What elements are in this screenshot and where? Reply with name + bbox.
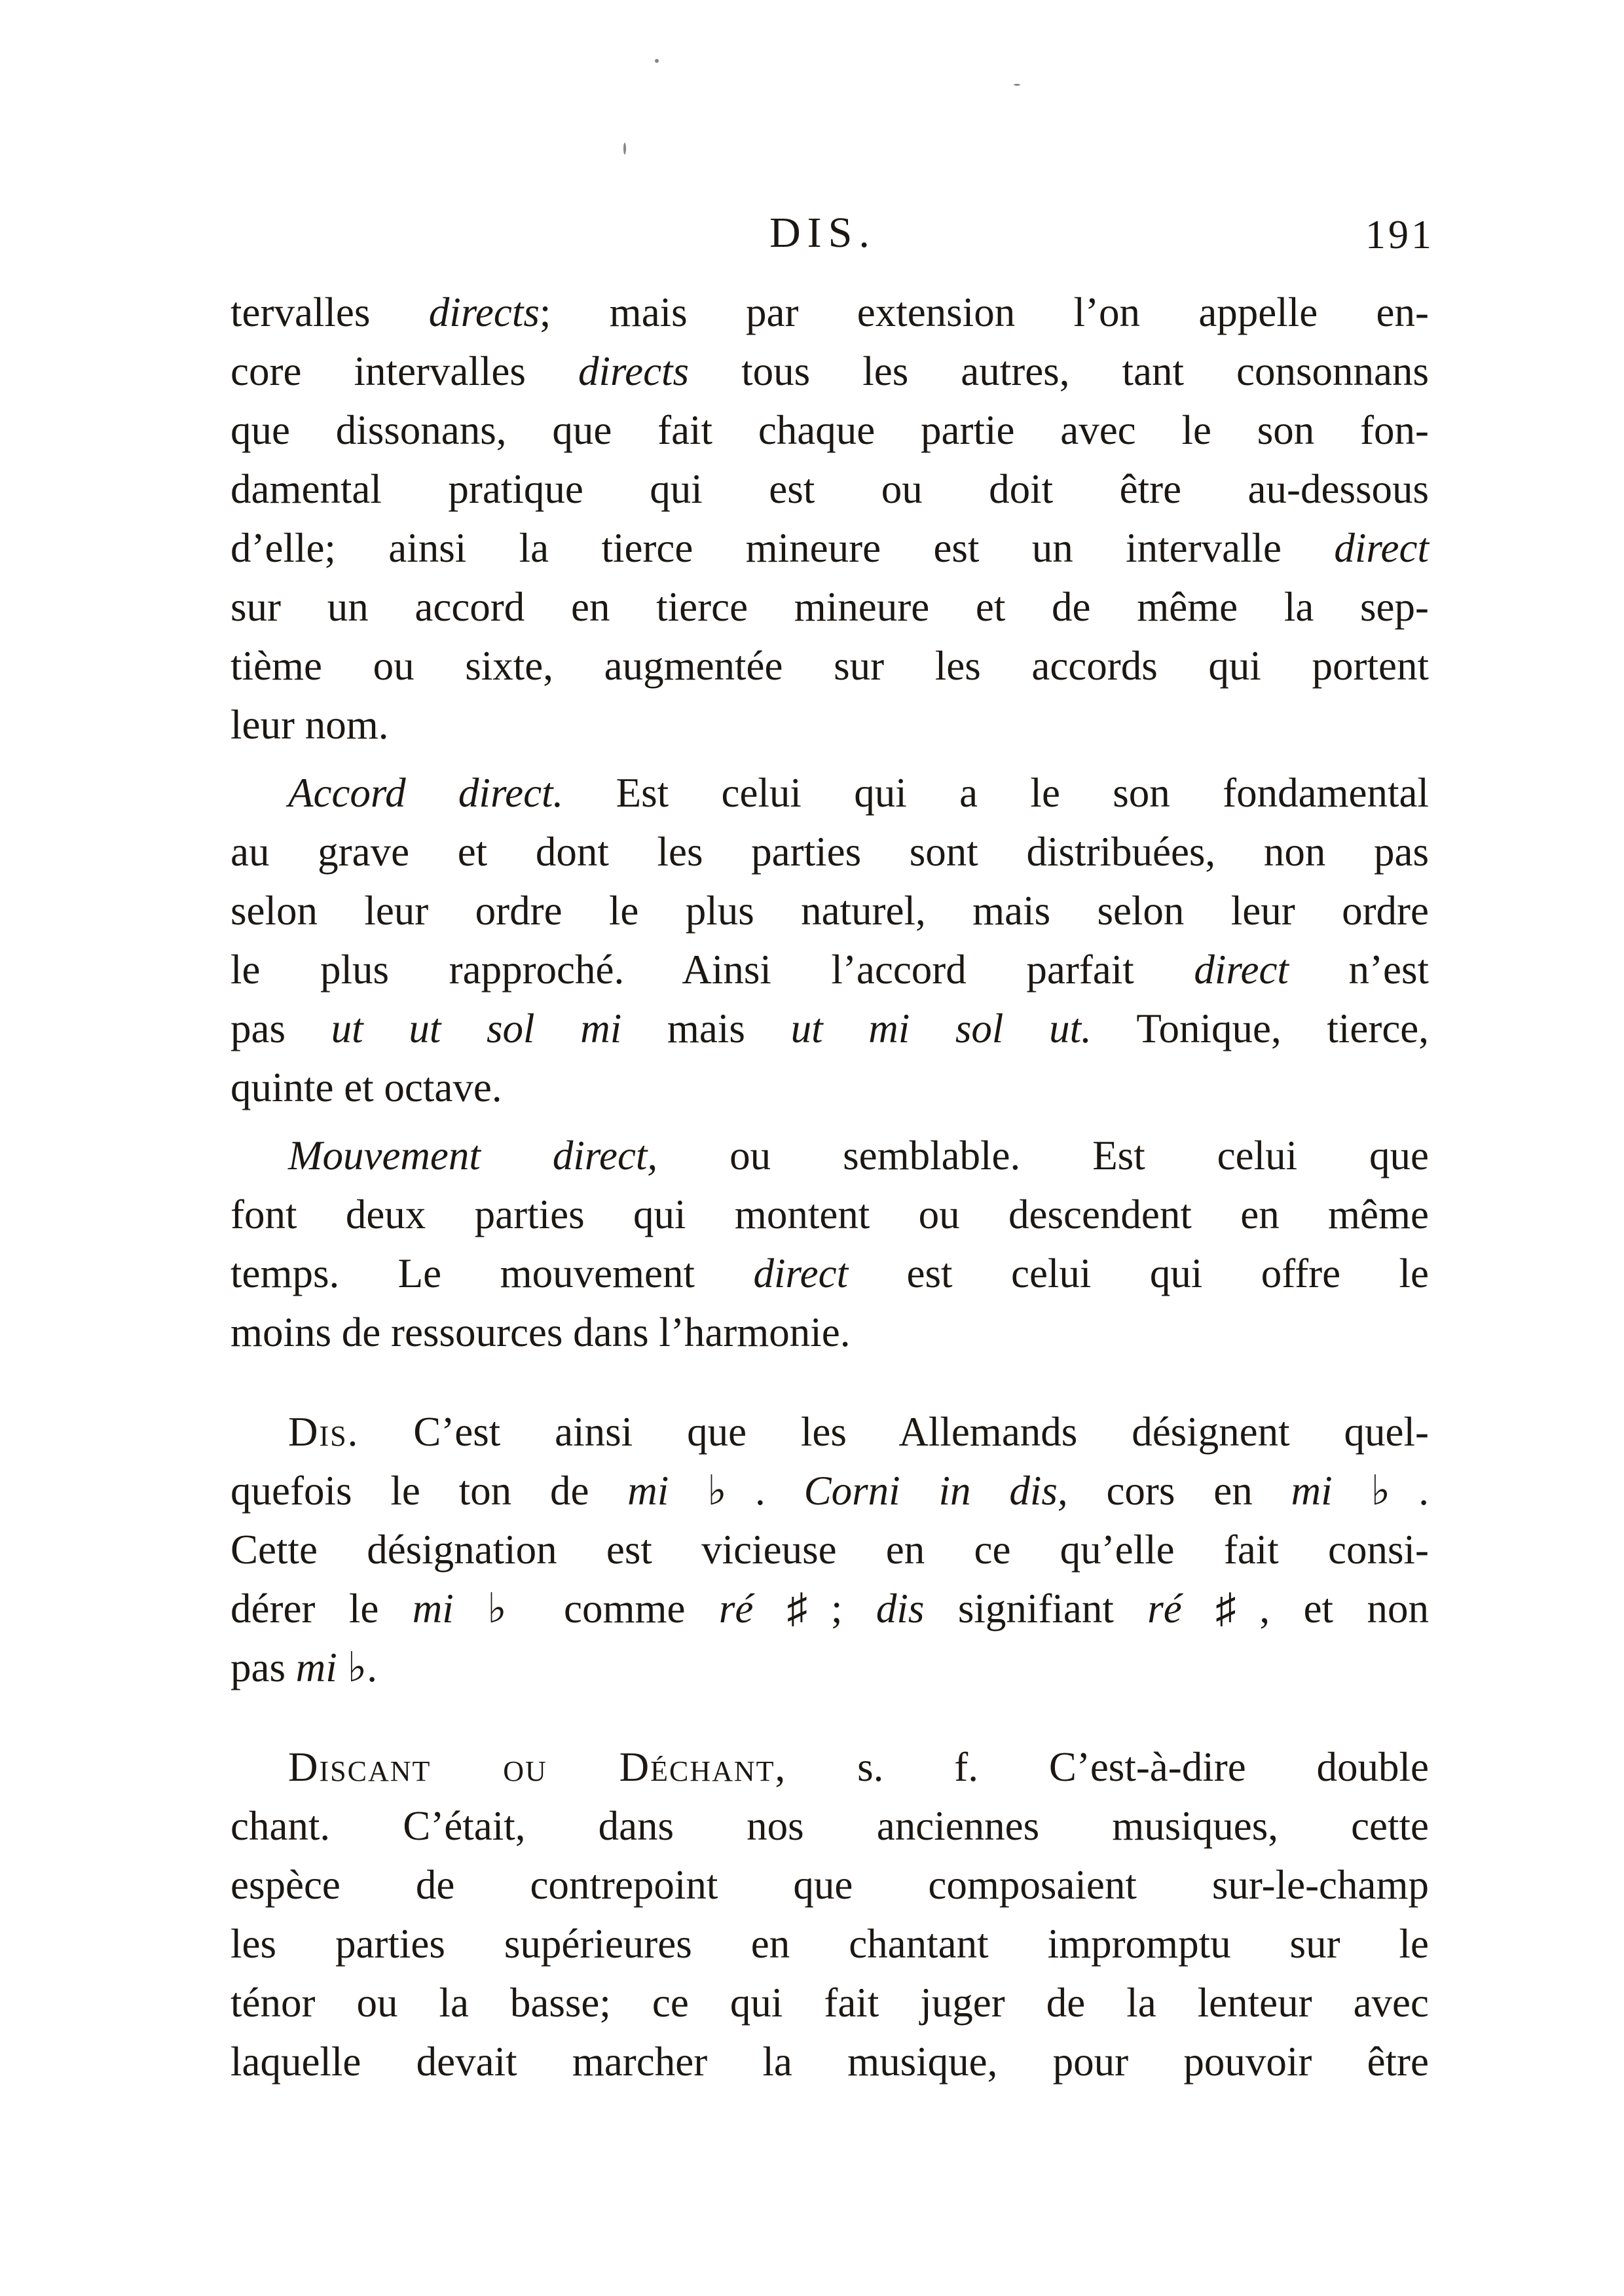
text-line	[231, 1638, 1429, 1697]
text-run: Est celui qui a le son fondamental	[563, 770, 1429, 816]
italic-term: Mouvement direct,	[288, 1133, 658, 1178]
text-run: espèce de contrepoint que composaient sur-le-champ	[231, 1862, 1429, 1908]
italic-term: ut mi sol ut.	[790, 1006, 1092, 1051]
text-line	[231, 1520, 1429, 1579]
text-line	[231, 460, 1429, 519]
text-line	[231, 940, 1429, 999]
text-run: selon leur ordre le plus naturel, mais selon leur ordre	[231, 888, 1429, 934]
text-run: moins de ressources dans l’harmonie.	[231, 1309, 851, 1355]
text-run: ou semblable. Est celui que	[657, 1133, 1430, 1178]
text-line	[231, 1796, 1429, 1855]
text-run: sur un accord en tierce mineure et de même la sep-	[231, 584, 1429, 630]
text-line	[231, 1855, 1429, 1914]
page-number: 191	[1365, 213, 1434, 257]
italic-term: direct	[1194, 947, 1289, 993]
text-run: chant. C’était, dans nos anciennes musiques, cette	[231, 1803, 1429, 1849]
text-line	[231, 822, 1429, 881]
text-run: ténor ou la basse; ce qui fait juger de la lenteur avec	[231, 1980, 1429, 2026]
italic-term: direct	[753, 1250, 849, 1296]
text-run: leur nom.	[231, 702, 389, 748]
text-run: Cette désignation est vicieuse en ce qu’elle fait consi-	[231, 1527, 1429, 1573]
text-line	[231, 283, 1429, 342]
paragraph-gap	[231, 1697, 1429, 1738]
text-run: ♯;	[753, 1586, 876, 1631]
paragraph-gap	[231, 754, 1429, 763]
text-run: ♭.	[669, 1468, 804, 1514]
text-run: d’elle; ainsi la tierce mineure est un intervalle	[231, 525, 1335, 571]
text-run: n’est	[1288, 947, 1429, 993]
text-line	[231, 1303, 1429, 1362]
italic-term: mi	[1291, 1468, 1333, 1514]
text-run: laquelle devait marcher la musique, pour pouvoir être	[231, 2039, 1429, 2085]
text-line	[231, 1126, 1429, 1185]
italic-term: mi	[295, 1645, 337, 1690]
italic-term: dis	[876, 1586, 925, 1631]
text-run: damental pratique qui est ou doit être au-dessous	[231, 466, 1429, 512]
entry-headword: Dis.	[288, 1409, 360, 1455]
text-run: ♭.	[337, 1645, 377, 1690]
text-run: ♯, et non	[1181, 1586, 1429, 1631]
text-run: tous les autres, tant consonnans	[689, 348, 1429, 394]
text-line	[231, 2032, 1429, 2091]
text-line	[231, 1058, 1429, 1117]
italic-term: Corni in dis,	[803, 1468, 1068, 1514]
text-run: C’est ainsi que les Allemands désignent quel-	[359, 1409, 1429, 1455]
text-run: les parties supérieures en chantant impromptu sur le	[231, 1921, 1429, 1967]
italic-term: direct	[1334, 525, 1429, 571]
text-run: signifiant	[924, 1586, 1148, 1631]
paragraph-gap	[231, 1362, 1429, 1402]
text-line	[231, 636, 1429, 695]
italic-term: mi	[627, 1468, 669, 1514]
text-line	[231, 695, 1429, 754]
text-run: dérer le	[231, 1586, 413, 1631]
text-run: ♭ comme	[453, 1586, 719, 1631]
text-run: quinte et octave.	[231, 1065, 502, 1110]
page-header	[236, 208, 1434, 267]
italic-term: ut ut sol mi	[331, 1006, 622, 1051]
text-run: Tonique, tierce,	[1091, 1006, 1430, 1051]
text-run: que dissonans, que fait chaque partie avec le son fon-	[231, 407, 1429, 453]
text-line	[231, 401, 1429, 460]
text-run: le plus rapproché. Ainsi l’accord parfait	[231, 947, 1194, 993]
text-run: ♭.	[1332, 1468, 1430, 1514]
text-run: tième ou sixte, augmentée sur les accords qui portent	[231, 643, 1429, 689]
paragraph-gap	[231, 1117, 1429, 1126]
text-line	[231, 1244, 1429, 1303]
text-run: temps. Le mouvement	[231, 1250, 754, 1296]
text-line	[231, 1185, 1429, 1244]
text-run: pas	[231, 1006, 331, 1051]
text-run: mais	[621, 1006, 791, 1051]
text-line	[231, 763, 1429, 822]
italic-term: Accord direct.	[288, 770, 564, 816]
text-line	[231, 1579, 1429, 1638]
paper-speck	[623, 143, 626, 155]
italic-term: directs	[428, 289, 540, 335]
text-run: est celui qui offre le	[848, 1250, 1429, 1296]
text-run: au grave et dont les parties sont distribuées, non pas	[231, 829, 1429, 875]
text-run: cors en	[1067, 1468, 1291, 1514]
text-run: tervalles	[231, 289, 429, 335]
text-run: pas	[231, 1645, 296, 1690]
text-run: quefois le ton de	[231, 1468, 628, 1514]
italic-term: ré	[1147, 1586, 1182, 1631]
body-text	[231, 283, 1429, 2091]
running-head: DIS.	[769, 209, 876, 257]
text-line	[231, 881, 1429, 940]
text-run: s. f. C’est-à-dire double	[786, 1744, 1429, 1790]
text-line	[231, 1973, 1429, 2032]
entry-headword: Discant ou Déchant,	[288, 1744, 787, 1790]
italic-term: directs	[578, 348, 690, 394]
text-line	[231, 1738, 1429, 1796]
text-run: font deux parties qui montent ou descendent en même	[231, 1192, 1429, 1237]
text-line	[231, 342, 1429, 401]
text-line	[231, 1461, 1429, 1520]
text-run: ; mais par extension l’on appelle en-	[539, 289, 1429, 335]
text-line	[231, 1402, 1429, 1461]
text-line	[231, 999, 1429, 1058]
text-line	[231, 1914, 1429, 1973]
text-line	[231, 577, 1429, 636]
italic-term: ré	[718, 1586, 754, 1631]
paper-speck	[655, 59, 659, 63]
paper-speck	[1014, 84, 1020, 86]
text-line	[231, 519, 1429, 577]
text-run: core intervalles	[231, 348, 578, 394]
italic-term: mi	[412, 1586, 454, 1631]
